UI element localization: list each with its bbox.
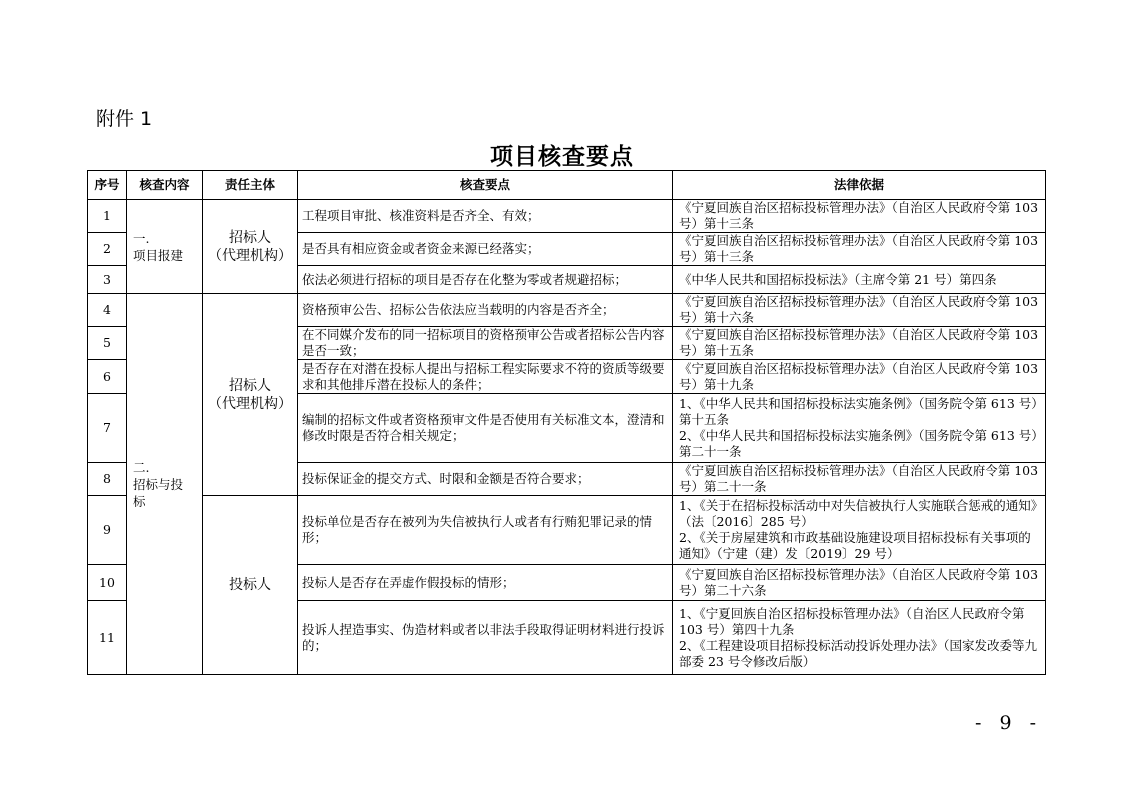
category-text: 招标与投 bbox=[133, 476, 184, 492]
legal-basis: 《宁夏回族自治区招标投标管理办法》（自治区人民政府令第 103 号）第十九条 bbox=[673, 360, 1046, 394]
row-number: 10 bbox=[88, 565, 127, 601]
row-number: 8 bbox=[88, 463, 127, 496]
check-point: 是否存在对潜在投标人提出与招标工程实际要求不符的资质等级要求和其他排斥潜在投标人的条件； bbox=[298, 360, 673, 394]
legal-basis bbox=[673, 601, 1046, 675]
inspection-table bbox=[87, 170, 1046, 675]
attachment-label: 附件 1 bbox=[96, 108, 153, 130]
category-text: 标 bbox=[133, 493, 146, 509]
check-point: 资格预审公告、招标公告依法应当载明的内容是否齐全； bbox=[298, 294, 673, 327]
responsible-cell bbox=[203, 294, 298, 496]
header-points: 核查要点 bbox=[298, 171, 673, 200]
responsible-text: 投标人 bbox=[229, 577, 271, 593]
category-cell bbox=[127, 294, 203, 675]
row-number: 4 bbox=[88, 294, 127, 327]
legal-basis: 《宁夏回族自治区招标投标管理办法》（自治区人民政府令第 103 号）第十三条 bbox=[673, 200, 1046, 233]
legal-basis-line: 1、《宁夏回族自治区招标投标管理办法》（自治区人民政府令第 103 号）第四十九条 bbox=[679, 605, 1025, 637]
legal-basis-line: 2、《中华人民共和国招标投标法实施条例》（国务院令第 613 号）第二十一条 bbox=[679, 428, 1038, 459]
legal-basis: 《宁夏回族自治区招标投标管理办法》（自治区人民政府令第 103 号）第十五条 bbox=[673, 327, 1046, 360]
legal-basis: 《宁夏回族自治区招标投标管理办法》（自治区人民政府令第 103 号）第十三条 bbox=[673, 233, 1046, 266]
legal-basis bbox=[673, 496, 1046, 565]
check-point: 依法必须进行招标的项目是否存在化整为零或者规避招标； bbox=[298, 266, 673, 294]
row-number: 3 bbox=[88, 266, 127, 294]
responsible-text: （代理机构） bbox=[208, 395, 292, 412]
check-point: 在不同媒介发布的同一招标项目的资格预审公告或者招标公告内容是否一致； bbox=[298, 327, 673, 360]
legal-basis: 《宁夏回族自治区招标投标管理办法》（自治区人民政府令第 103 号）第二十一条 bbox=[673, 463, 1046, 496]
check-point: 投标单位是否存在被列为失信被执行人或者有行贿犯罪记录的情形； bbox=[298, 496, 673, 565]
legal-basis-line: 1、《中华人民共和国招标投标法实施条例》（国务院令第 613 号）第十五条 bbox=[679, 396, 1038, 427]
category-cell bbox=[127, 200, 203, 294]
responsible-text: 招标人 bbox=[229, 377, 271, 394]
legal-basis-line: 2、《工程建设项目招标投标活动投诉处理办法》（国家发改委等九部委 23 号令修改后版） bbox=[679, 637, 1037, 669]
check-point: 投标保证金的提交方式、时限和金额是否符合要求； bbox=[298, 463, 673, 496]
legal-basis-line: 1、《关于在招标投标活动中对失信被执行人实施联合惩戒的通知》（法〔2016〕285 号） bbox=[679, 498, 1037, 529]
responsible-cell bbox=[203, 200, 298, 294]
row-number: 6 bbox=[88, 360, 127, 394]
row-number: 7 bbox=[88, 394, 127, 463]
check-point: 编制的招标文件或者资格预审文件是否使用有关标准文本，澄清和修改时限是否符合相关规定； bbox=[298, 394, 673, 463]
responsible-text: （代理机构） bbox=[208, 247, 292, 264]
page-number: - 9 - bbox=[975, 712, 1043, 734]
check-point: 工程项目审批、核准资料是否齐全、有效； bbox=[298, 200, 673, 233]
category-text: 项目报建 bbox=[133, 247, 184, 263]
check-point: 是否具有相应资金或者资金来源已经落实； bbox=[298, 233, 673, 266]
row-number: 1 bbox=[88, 200, 127, 233]
row-number: 2 bbox=[88, 233, 127, 266]
legal-basis-line: 2、《关于房屋建筑和市政基础设施建设项目招标投标有关事项的通知》（宁建（建）发〔2019〕29 号） bbox=[679, 530, 1031, 561]
legal-basis: 《中华人民共和国招标投标法》（主席令第 21 号）第四条 bbox=[673, 266, 1046, 294]
table-row bbox=[88, 496, 1046, 565]
legal-basis bbox=[673, 394, 1046, 463]
check-point: 投诉人捏造事实、伪造材料或者以非法手段取得证明材料进行投诉的； bbox=[298, 601, 673, 675]
legal-basis: 《宁夏回族自治区招标投标管理办法》（自治区人民政府令第 103 号）第十六条 bbox=[673, 294, 1046, 327]
legal-basis: 《宁夏回族自治区招标投标管理办法》（自治区人民政府令第 103 号）第二十六条 bbox=[673, 565, 1046, 601]
responsible-text: 招标人 bbox=[229, 229, 271, 246]
header-law: 法律依据 bbox=[673, 171, 1046, 200]
table-row bbox=[88, 200, 1046, 233]
category-text: 二. bbox=[133, 459, 150, 475]
header-num: 序号 bbox=[88, 171, 127, 200]
header-category: 核查内容 bbox=[127, 171, 203, 200]
category-text: 一. bbox=[133, 230, 150, 246]
check-point: 投标人是否存在弄虚作假投标的情形； bbox=[298, 565, 673, 601]
document-title: 项目核查要点 bbox=[490, 144, 634, 170]
header-responsible: 责任主体 bbox=[203, 171, 298, 200]
table-row bbox=[88, 294, 1046, 327]
row-number: 9 bbox=[88, 496, 127, 565]
table-header-row bbox=[88, 171, 1046, 200]
row-number: 11 bbox=[88, 601, 127, 675]
responsible-cell bbox=[203, 496, 298, 675]
row-number: 5 bbox=[88, 327, 127, 360]
